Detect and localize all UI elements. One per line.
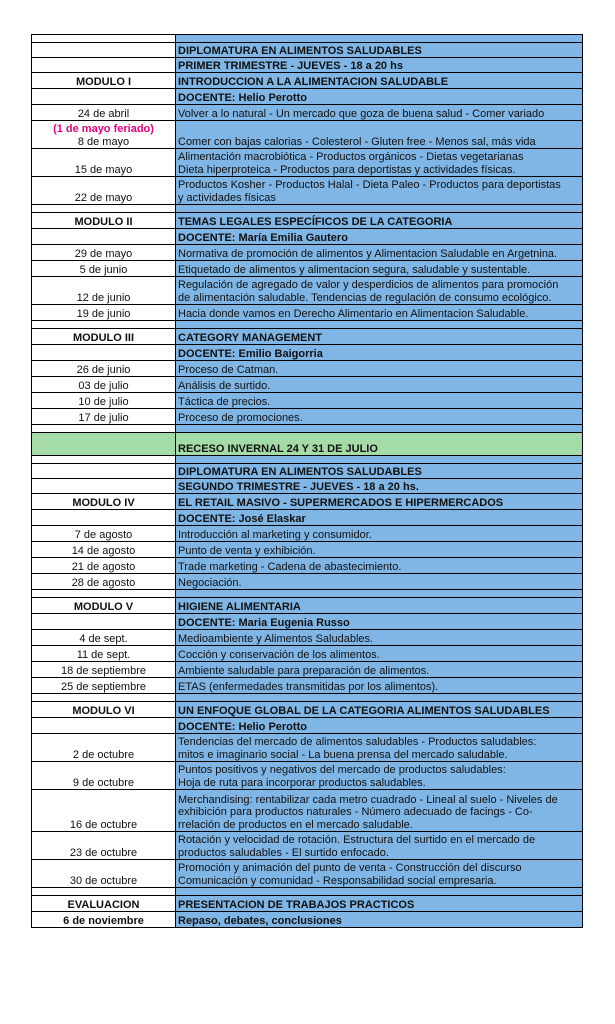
spacer-row [32, 888, 583, 896]
header-blank-cell [32, 464, 176, 479]
session-topic-line: Hoja de ruta para incorporar productos saludables. [178, 776, 426, 789]
session-topic-line: ETAS (enfermedades transmitidas por los alimentos). [178, 680, 439, 693]
session-topic-cell [176, 177, 583, 205]
receso-row [32, 433, 583, 456]
trimestre-subtitle-row [32, 479, 583, 494]
session-topic-line: Productos Kosher - Productos Halal - Dieta Paleo - Productos para deportistas [178, 179, 561, 191]
docente-blank-cell [32, 718, 176, 734]
spacer-cell [32, 888, 176, 896]
session-date: 17 de julio [78, 411, 129, 424]
session-topic-line: Merchandising: rentabilizar cada metro cuadrado - Lineal al suelo - Niveles de [178, 793, 558, 806]
docente-row [32, 229, 583, 245]
docente-blank-cell [32, 614, 176, 630]
session-topic-cell [176, 261, 583, 277]
evaluacion-label: EVALUACION [32, 896, 176, 912]
session-date: 21 de agosto [71, 560, 136, 573]
session-row [32, 305, 583, 321]
module-title: EL RETAIL MASIVO - SUPERMERCADOS E HIPERMERCADOS [176, 494, 583, 510]
session-row [32, 245, 583, 261]
session-date: 25 de septiembre [61, 680, 146, 693]
session-date-cell [32, 361, 176, 377]
session-topic-line: Regulación de agregado de valor y desperdicios de alimentos para promoción [178, 279, 559, 291]
session-topic-line: Puntos positivos y negativos del mercado de productos saludables: [178, 764, 506, 776]
module-row [32, 213, 583, 229]
docente-name: DOCENTE: Maria Eugenia Russo [176, 614, 583, 630]
trimestre-subtitle-row [32, 58, 583, 73]
spacer-cell [176, 888, 583, 896]
session-date: 03 de julio [78, 379, 129, 392]
session-topic-line: Rotación y velocidad de rotación. Estructura del surtido en el mercado de [178, 834, 536, 846]
module-label: MODULO V [32, 598, 176, 614]
session-date: 8 de mayo [77, 135, 130, 148]
session-date-cell [32, 526, 176, 542]
evaluacion-date: 6 de noviembre [32, 912, 176, 928]
trimestre-title-row [32, 464, 583, 479]
docente-name: DOCENTE: José Elaskar [176, 510, 583, 526]
trimestre-title: DIPLOMATURA EN ALIMENTOS SALUDABLES [176, 464, 583, 479]
session-topic-line: Comer con bajas calorias - Colesterol - Gluten free - Menos sal, más vida [178, 135, 536, 148]
docente-name: DOCENTE: Emilio Baigorria [176, 345, 583, 361]
session-date: 5 de junio [79, 263, 128, 276]
session-date: 2 de octubre [72, 748, 135, 761]
spacer-cell [32, 425, 176, 433]
session-topic-cell [176, 305, 583, 321]
session-topic-line: y actividades físicas [178, 191, 276, 204]
trimestre-subtitle: PRIMER TRIMESTRE - JUEVES - 18 a 20 hs [176, 58, 583, 73]
session-date-cell [32, 662, 176, 678]
module-row [32, 494, 583, 510]
session-date-cell [32, 678, 176, 694]
session-topic-cell [176, 377, 583, 393]
session-date: 23 de octubre [69, 846, 138, 859]
spacer-row [32, 425, 583, 433]
session-topic-line: Comunicación y comunidad - Responsabilidad social empresaria. [178, 874, 497, 887]
spacer-row [32, 35, 583, 43]
module-title: CATEGORY MANAGEMENT [176, 329, 583, 345]
evaluacion-date-row [32, 912, 583, 928]
spacer-cell [32, 35, 176, 43]
session-topic-line: exhibición para productos naturales - Número adecuado de facings - Co- [178, 806, 533, 818]
session-topic-cell [176, 526, 583, 542]
session-topic-cell [176, 832, 583, 860]
session-row [32, 762, 583, 790]
session-topic-line: Tendencias del mercado de alimentos saludables - Productos saludables: [178, 736, 537, 748]
header-blank-cell [32, 58, 176, 73]
session-date-cell [32, 177, 176, 205]
session-date: 10 de julio [78, 395, 129, 408]
session-row [32, 393, 583, 409]
session-topic-cell [176, 790, 583, 832]
session-date-cell [32, 762, 176, 790]
session-row [32, 790, 583, 832]
session-topic-line: Introducción al marketing y consumidor. [178, 528, 372, 541]
trimestre-title: DIPLOMATURA EN ALIMENTOS SALUDABLES [176, 43, 583, 58]
docente-row [32, 89, 583, 105]
module-label: MODULO II [32, 213, 176, 229]
session-row [32, 542, 583, 558]
session-topic-cell [176, 149, 583, 177]
docente-row [32, 345, 583, 361]
trimestre-subtitle: SEGUNDO TRIMESTRE - JUEVES - 18 a 20 hs. [176, 479, 583, 494]
session-topic-line: Negociación. [178, 576, 242, 589]
session-topic-line: Dieta hiperproteica - Productos para deportistas y actividades físicas. [178, 163, 516, 176]
session-date: 11 de sept. [76, 648, 131, 661]
session-date-cell [32, 832, 176, 860]
session-topic-line: Proceso de promociones. [178, 411, 303, 424]
session-topic-line: Punto de venta y exhibición. [178, 544, 316, 557]
session-date: 4 de sept. [79, 632, 128, 645]
session-date: 7 de agosto [74, 528, 133, 541]
session-topic-line: Etiquetado de alimentos y alimentacion segura, saludable y sustentable. [178, 263, 531, 276]
schedule-body [32, 35, 583, 928]
session-date-cell [32, 574, 176, 590]
session-topic-cell [176, 630, 583, 646]
session-row [32, 177, 583, 205]
module-row [32, 702, 583, 718]
session-topic-line: Volver a lo natural - Un mercado que goza de buena salud - Comer variado [178, 107, 545, 120]
spacer-cell [32, 205, 176, 213]
session-topic-line: Proceso de Catman. [178, 363, 279, 376]
session-topic-cell [176, 662, 583, 678]
session-topic-cell [176, 393, 583, 409]
spacer-cell [176, 456, 583, 464]
spacer-cell [32, 321, 176, 329]
module-title: TEMAS LEGALES ESPECÍFICOS DE LA CATEGORIA [176, 213, 583, 229]
docente-row [32, 510, 583, 526]
session-row [32, 361, 583, 377]
session-topic-line: Análisis de surtido. [178, 379, 271, 392]
session-date-cell [32, 121, 176, 149]
session-date-cell [32, 377, 176, 393]
evaluacion-row [32, 896, 583, 912]
session-topic-line: Alimentación macrobiótica - Productos orgánicos - Dietas vegetarianas [178, 151, 524, 163]
session-topic-line: Hacia donde vamos en Derecho Alimentario en Alimentacion Saludable. [178, 307, 529, 320]
session-topic-cell [176, 646, 583, 662]
session-row [32, 261, 583, 277]
session-topic-cell [176, 574, 583, 590]
session-topic-line: Cocción y conservación de los alimentos. [178, 648, 380, 661]
session-date: 15 de mayo [74, 163, 133, 176]
session-date-cell [32, 542, 176, 558]
session-topic-cell [176, 121, 583, 149]
session-date: 12 de junio [76, 291, 131, 304]
session-topic-cell [176, 558, 583, 574]
session-topic-cell [176, 361, 583, 377]
session-date-cell [32, 105, 176, 121]
session-row [32, 121, 583, 149]
session-row [32, 678, 583, 694]
session-date: 28 de agosto [71, 576, 136, 589]
receso-text: RECESO INVERNAL 24 Y 31 DE JULIO [176, 433, 583, 456]
session-date-cell [32, 646, 176, 662]
docente-name: DOCENTE: Helio Perotto [176, 718, 583, 734]
spacer-row [32, 205, 583, 213]
docente-name: DOCENTE: María Emilia Gautero [176, 229, 583, 245]
session-topic-line: de alimentación saludable. Tendencias de regulación de consumo ecológico. [178, 291, 552, 304]
session-topic-cell [176, 245, 583, 261]
module-row [32, 598, 583, 614]
holiday-note: (1 de mayo feriado) [53, 123, 154, 135]
module-label: MODULO III [32, 329, 176, 345]
session-row [32, 646, 583, 662]
receso-blank-cell [32, 433, 176, 456]
module-row [32, 73, 583, 89]
header-blank-cell [32, 479, 176, 494]
session-row [32, 526, 583, 542]
session-topic-cell [176, 277, 583, 305]
session-row [32, 662, 583, 678]
session-topic-line: Promoción y animación del punto de venta - Construcción del discurso [178, 862, 522, 874]
module-row [32, 329, 583, 345]
session-date-cell [32, 393, 176, 409]
module-title: INTRODUCCION A LA ALIMENTACION SALUDABLE [176, 73, 583, 89]
session-date-cell [32, 261, 176, 277]
session-date: 22 de mayo [74, 191, 133, 204]
session-topic-cell [176, 860, 583, 888]
session-topic-cell [176, 105, 583, 121]
spacer-cell [176, 425, 583, 433]
session-date-cell [32, 409, 176, 425]
module-label: MODULO IV [32, 494, 176, 510]
session-row [32, 105, 583, 121]
session-date-cell [32, 860, 176, 888]
schedule-table [31, 34, 583, 928]
spacer-row [32, 694, 583, 702]
session-row [32, 149, 583, 177]
docente-name: DOCENTE: Helio Perotto [176, 89, 583, 105]
module-title: UN ENFOQUE GLOBAL DE LA CATEGORIA ALIMENTOS SALUDABLES [176, 702, 583, 718]
module-label: MODULO I [32, 73, 176, 89]
module-label: MODULO VI [32, 702, 176, 718]
session-topic-cell [176, 542, 583, 558]
session-date-cell [32, 149, 176, 177]
session-topic-line: Normativa de promoción de alimentos y Alimentacion Saludable en Argetnina. [178, 247, 558, 260]
session-row [32, 377, 583, 393]
session-date-cell [32, 734, 176, 762]
session-topic-line: Táctica de precios. [178, 395, 271, 408]
session-date-cell [32, 305, 176, 321]
session-date: 19 de junio [76, 307, 131, 320]
session-date: 9 de octubre [72, 776, 135, 789]
docente-blank-cell [32, 229, 176, 245]
session-topic-cell [176, 678, 583, 694]
spacer-cell [176, 694, 583, 702]
spacer-row [32, 456, 583, 464]
header-blank-cell [32, 43, 176, 58]
docente-blank-cell [32, 510, 176, 526]
spacer-cell [176, 35, 583, 43]
session-row [32, 574, 583, 590]
spacer-cell [176, 321, 583, 329]
session-date-cell [32, 245, 176, 261]
session-topic-line: productos saludables - El surtido enfocado. [178, 846, 389, 859]
session-topic-line: Trade marketing - Cadena de abastecimiento. [178, 560, 402, 573]
session-date-cell [32, 558, 176, 574]
session-topic-cell [176, 409, 583, 425]
spacer-row [32, 590, 583, 598]
session-date: 24 de abril [77, 107, 130, 120]
docente-blank-cell [32, 345, 176, 361]
session-topic-cell [176, 734, 583, 762]
session-date: 26 de junio [76, 363, 131, 376]
session-date-cell [32, 630, 176, 646]
session-row [32, 277, 583, 305]
session-row [32, 860, 583, 888]
session-date: 18 de septiembre [61, 664, 146, 677]
session-date: 29 de mayo [74, 247, 133, 260]
module-title: HIGIENE ALIMENTARIA [176, 598, 583, 614]
spacer-cell [176, 590, 583, 598]
spacer-cell [32, 590, 176, 598]
session-row [32, 734, 583, 762]
docente-row [32, 614, 583, 630]
session-date-cell [32, 790, 176, 832]
session-date: 16 de octubre [69, 818, 138, 831]
evaluacion-desc: Repaso, debates, conclusiones [176, 912, 583, 928]
spacer-cell [32, 694, 176, 702]
session-row [32, 630, 583, 646]
docente-blank-cell [32, 89, 176, 105]
spacer-cell [32, 456, 176, 464]
session-date-cell [32, 277, 176, 305]
session-row [32, 558, 583, 574]
docente-row [32, 718, 583, 734]
spacer-row [32, 321, 583, 329]
session-topic-line: Medioambiente y Alimentos Saludables. [178, 632, 374, 645]
trimestre-title-row [32, 43, 583, 58]
session-row [32, 409, 583, 425]
session-date: 14 de agosto [71, 544, 136, 557]
session-row [32, 832, 583, 860]
session-date: 30 de octubre [69, 874, 138, 887]
session-topic-line: rrelación de productos en el mercado saludable. [178, 818, 413, 831]
evaluacion-title: PRESENTACION DE TRABAJOS PRACTICOS [176, 896, 583, 912]
spacer-cell [176, 205, 583, 213]
session-topic-line: Ambiente saludable para preparación de alimentos. [178, 664, 430, 677]
session-topic-line: mitos e imaginario social - La buena prensa del mercado saludable. [178, 748, 508, 761]
session-topic-cell [176, 762, 583, 790]
